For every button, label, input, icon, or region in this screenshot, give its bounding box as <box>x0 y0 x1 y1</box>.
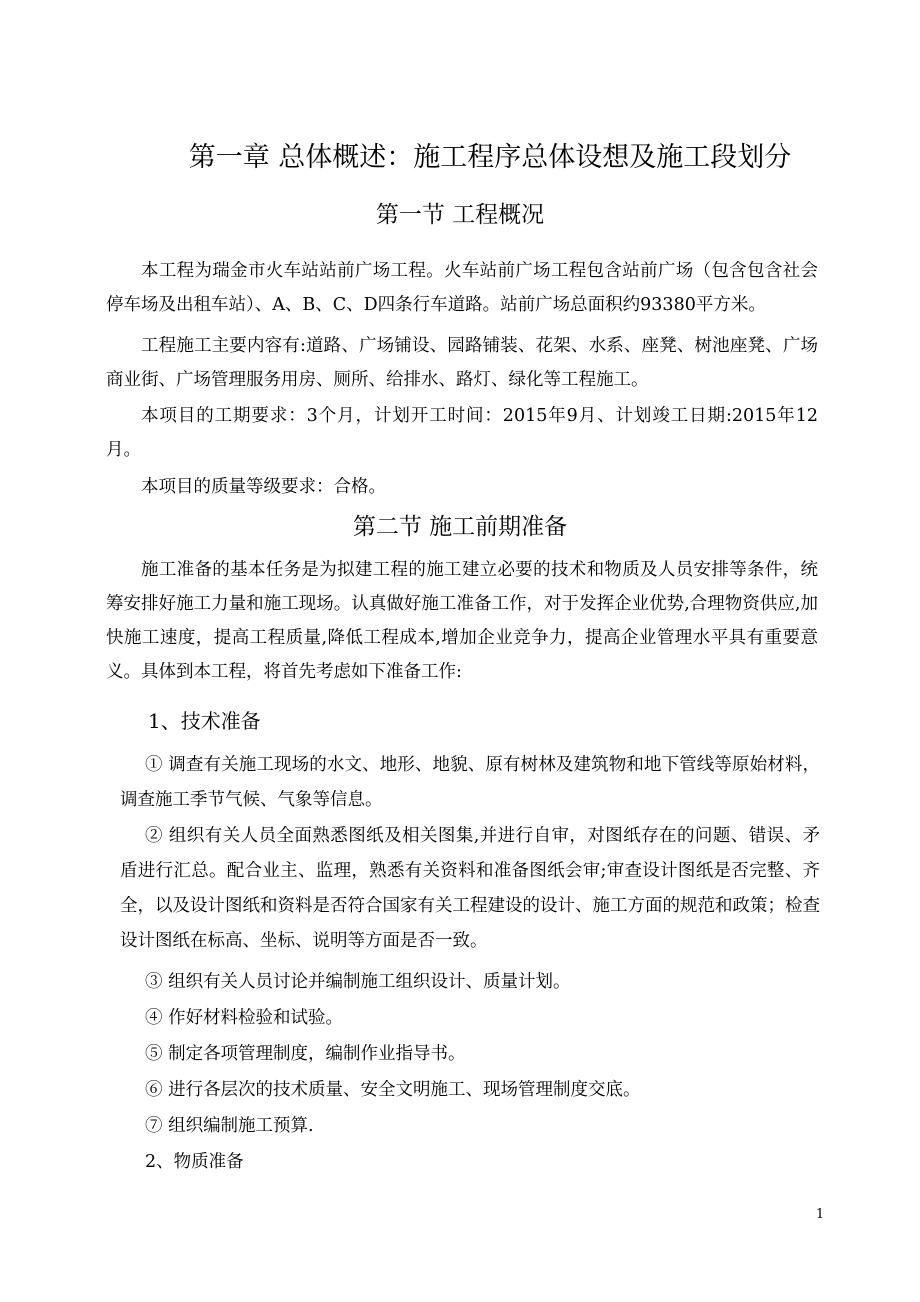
sub-heading-material: 2、物质准备 <box>145 1152 244 1172</box>
chapter-title: 第一章 总体概述：施工程序总体设想及施工段划分 <box>188 142 792 173</box>
paragraph-schedule: 本项目的工期要求：3个月，计划开工时间：2015年9月、计划竣工日期:2015年12月。 <box>106 406 818 460</box>
section-title-overview: 第一节 工程概况 <box>375 202 545 228</box>
list-item-tech-4: ④ 作好材料检验和试验。 <box>145 1008 344 1028</box>
sub-heading-technical: 1、技术准备 <box>148 709 261 733</box>
list-item-tech-1: ① 调查有关施工现场的水文、地形、地貌、原有树林及建筑物和地下管线等原始材料，调查施工季节气候、气象等信息。 <box>120 755 820 810</box>
paragraph-preparation-intro: 施工准备的基本任务是为拟建工程的施工建立必要的技术和物质及人员安排等条件，统筹安排好施工力量和施工现场。认真做好施工准备工作，对于发挥企业优势,合理物资供应,加快施工速度，提高工程质量,降低工程成本,增加企业竞争力，提高企业管理水平具有重要意义。具体到本工程，将首先考虑如下准备工作: <box>106 560 818 682</box>
paragraph-project-intro: 本工程为瑞金市火车站站前广场工程。火车站前广场工程包含站前广场（包含包含社会停车场及出租车站）、A、B、C、D四条行车道路。站前广场总面积约93380平方米。 <box>106 261 818 315</box>
list-item-tech-5: ⑤ 制定各项管理制度，编制作业指导书。 <box>145 1044 466 1064</box>
list-item-tech-6: ⑥ 进行各层次的技术质量、安全文明施工、现场管理制度交底。 <box>145 1080 641 1100</box>
list-item-tech-3: ③ 组织有关人员讨论并编制施工组织设计、质量计划。 <box>145 972 571 992</box>
list-item-tech-2: ② 组织有关人员全面熟悉图纸及相关图集,并进行自审，对图纸存在的问题、错误、矛盾进行汇总。配合业主、监理，熟悉有关资料和准备图纸会审;审查设计图纸是否完整、齐全，以及设计图纸和资料是否符合国家有关工程建设的设计、施工方面的规范和政策；检查设计图纸在标高、坐标、说明等方面是否一致。 <box>120 826 820 951</box>
page-number: 1 <box>815 1207 825 1222</box>
paragraph-quality: 本项目的质量等级要求：合格。 <box>141 477 386 497</box>
paragraph-scope: 工程施工主要内容有:道路、广场铺设、园路铺装、花架、水系、座凳、树池座凳、广场商业街、广场管理服务用房、厕所、给排水、路灯、绿化等工程施工。 <box>106 336 818 390</box>
list-item-tech-7: ⑦ 组织编制施工预算. <box>145 1116 314 1136</box>
section-title-preparation: 第二节 施工前期准备 <box>352 514 568 540</box>
